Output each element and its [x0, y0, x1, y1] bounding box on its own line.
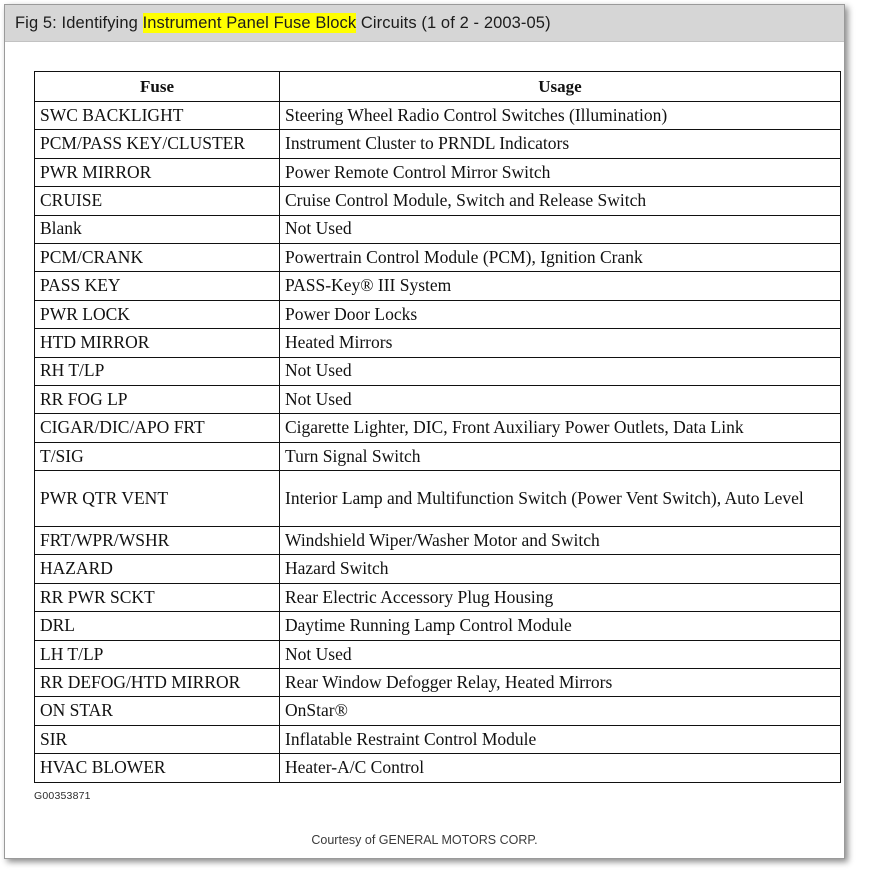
cell-usage: PASS-Key® III System: [280, 272, 841, 300]
cell-usage: Instrument Cluster to PRNDL Indicators: [280, 130, 841, 158]
figure-caption: [5, 14, 551, 33]
cell-usage: Steering Wheel Radio Control Switches (Illumination): [280, 102, 841, 130]
table-row: [35, 555, 841, 583]
cell-fuse: PCM/PASS KEY/CLUSTER: [35, 130, 280, 158]
table-row: [35, 300, 841, 328]
table-row: [35, 725, 841, 753]
cell-fuse: PWR QTR VENT: [35, 471, 280, 527]
cell-fuse: Blank: [35, 215, 280, 243]
cell-usage: Hazard Switch: [280, 555, 841, 583]
table-row: [35, 640, 841, 668]
cell-fuse: HTD MIRROR: [35, 329, 280, 357]
table-row: [35, 697, 841, 725]
cell-fuse: LH T/LP: [35, 640, 280, 668]
cell-usage: Not Used: [280, 215, 841, 243]
cell-fuse: DRL: [35, 612, 280, 640]
table-row: [35, 243, 841, 271]
cell-fuse: T/SIG: [35, 442, 280, 470]
cell-fuse: PWR MIRROR: [35, 158, 280, 186]
courtesy-notice: Courtesy of GENERAL MOTORS CORP.: [311, 833, 538, 847]
cell-usage: Power Door Locks: [280, 300, 841, 328]
figure-id-code: G00353871: [34, 790, 91, 802]
table-header-row: [35, 72, 841, 102]
cell-usage: Heated Mirrors: [280, 329, 841, 357]
cell-fuse: PCM/CRANK: [35, 243, 280, 271]
cell-usage: Rear Window Defogger Relay, Heated Mirrors: [280, 669, 841, 697]
table-row: [35, 102, 841, 130]
cell-fuse: RH T/LP: [35, 357, 280, 385]
table-row: [35, 272, 841, 300]
table-row: [35, 754, 841, 782]
cell-usage: Not Used: [280, 640, 841, 668]
table-row: [35, 215, 841, 243]
cell-fuse: RR PWR SCKT: [35, 583, 280, 611]
table-row: [35, 357, 841, 385]
table-row: [35, 158, 841, 186]
cell-usage: Inflatable Restraint Control Module: [280, 725, 841, 753]
cell-usage: Daytime Running Lamp Control Module: [280, 612, 841, 640]
document-panel: [4, 4, 845, 859]
table-row: [35, 442, 841, 470]
cell-usage: Interior Lamp and Multifunction Switch (Power Vent Switch), Auto Level: [280, 471, 841, 527]
cell-usage: Windshield Wiper/Washer Motor and Switch: [280, 527, 841, 555]
cell-fuse: PASS KEY: [35, 272, 280, 300]
table-row: [35, 130, 841, 158]
cell-usage: OnStar®: [280, 697, 841, 725]
cell-usage: Not Used: [280, 385, 841, 413]
cell-fuse: RR DEFOG/HTD MIRROR: [35, 669, 280, 697]
caption-prefix: Fig 5: Identifying: [15, 13, 143, 32]
table-row: [35, 669, 841, 697]
cell-usage: Powertrain Control Module (PCM), Ignition Crank: [280, 243, 841, 271]
cell-usage: Not Used: [280, 357, 841, 385]
table-row: [35, 612, 841, 640]
cell-usage: Power Remote Control Mirror Switch: [280, 158, 841, 186]
table-row: [35, 329, 841, 357]
column-header-usage: Usage: [280, 72, 841, 102]
cell-fuse: CRUISE: [35, 187, 280, 215]
cell-usage: Rear Electric Accessory Plug Housing: [280, 583, 841, 611]
table-body: [35, 102, 841, 783]
table-row: [35, 414, 841, 442]
fuse-block-table: [34, 71, 841, 783]
table-row: [35, 583, 841, 611]
column-header-fuse: Fuse: [35, 72, 280, 102]
cell-fuse: HAZARD: [35, 555, 280, 583]
table-row: [35, 385, 841, 413]
cell-usage: Cruise Control Module, Switch and Release Switch: [280, 187, 841, 215]
table-row: [35, 187, 841, 215]
cell-fuse: SIR: [35, 725, 280, 753]
cell-usage: Cigarette Lighter, DIC, Front Auxiliary Power Outlets, Data Link: [280, 414, 841, 442]
cell-fuse: CIGAR/DIC/APO FRT: [35, 414, 280, 442]
table-row: [35, 471, 841, 527]
table-row: [35, 527, 841, 555]
cell-fuse: RR FOG LP: [35, 385, 280, 413]
scanned-figure-area: [5, 43, 844, 858]
figure-caption-band: [5, 5, 844, 42]
cell-usage: Turn Signal Switch: [280, 442, 841, 470]
cell-fuse: ON STAR: [35, 697, 280, 725]
cell-fuse: FRT/WPR/WSHR: [35, 527, 280, 555]
caption-highlight-term: Instrument Panel Fuse Block: [142, 13, 357, 32]
cell-fuse: PWR LOCK: [35, 300, 280, 328]
cell-fuse: HVAC BLOWER: [35, 754, 280, 782]
cell-usage: Heater-A/C Control: [280, 754, 841, 782]
caption-suffix: Circuits (1 of 2 - 2003-05): [356, 13, 551, 32]
cell-fuse: SWC BACKLIGHT: [35, 102, 280, 130]
